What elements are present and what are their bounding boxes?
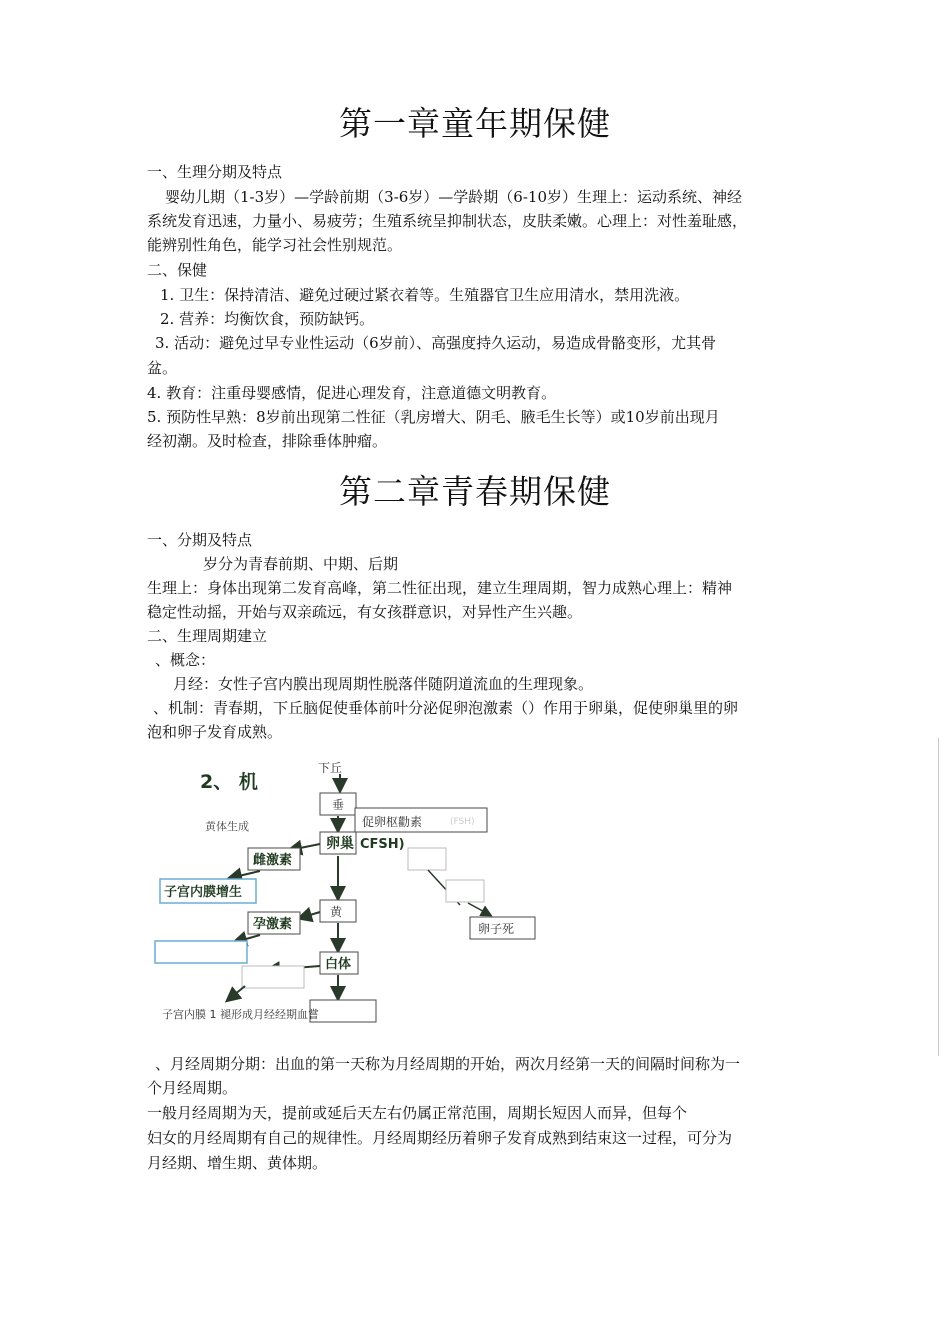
bottom-label: 子宫内膜 1 褪形成月经经期血嘗 (162, 1008, 319, 1021)
section-heading: 二、保健 (147, 261, 208, 279)
egg-death-label: 卵子死 (478, 922, 515, 936)
menstrual-mechanism-diagram (150, 760, 550, 1028)
diagram-heading: 2、 机 (200, 771, 258, 793)
list-item-continued: 盆。 (147, 359, 178, 377)
blank-box (155, 941, 247, 963)
paragraph-line: 生理上：身体出现第二发育高峰，第二性征出现，建立生理周期，智力成熟心理上：精神 (147, 579, 733, 597)
paragraph-line: 岁分为青春前期、中期、后期 (203, 555, 399, 573)
list-item: 2. 营养：均衡饮食，预防缺钙。 (160, 310, 375, 328)
list-item: 3. 活动：避免过早专业性运动（6岁前）、高强度持久运动，易造成骨骼变形，尤其骨 (155, 334, 717, 352)
paragraph-line: 月经：女性子宫内膜出现周期性脱落伴随阴道流血的生理现象。 (173, 675, 594, 693)
paragraph-line: 个月经周期。 (147, 1079, 238, 1097)
paragraph-line: 、月经周期分期：出血的第一天称为月经周期的开始，两次月经第一天的间隔时间称为一 (155, 1055, 741, 1073)
arrow (300, 912, 320, 918)
hypothalamus-label: 下丘 (318, 761, 343, 775)
paragraph-line: 、机制：青春期，下丘脑促使垂体前叶分泌促卵泡激素（）作用于卵巢，促使卵巢里的卵 (153, 699, 739, 717)
section-heading: 二、生理周期建立 (147, 627, 268, 645)
paragraph-line: 妇女的月经周期有自己的规律性。月经周期经历着卵子发育成熟到结束这一过程，可分为 (147, 1129, 733, 1147)
fsh-right-label: (FSH) (450, 817, 475, 827)
pituitary-label: 垂 (332, 798, 345, 812)
progesterone-label: 孕激素 (253, 917, 293, 932)
paragraph-line: 泡和卵子发育成熟。 (147, 723, 283, 741)
margin-rule (938, 738, 939, 1056)
corpus-albicans-label: 白体 (325, 957, 352, 972)
list-item: 1. 卫生：保持清洁、避免过硬过紧衣着等。生殖器官卫生应用清水，禁用洗液。 (160, 286, 690, 304)
section-heading: 一、生理分期及特点 (147, 163, 283, 181)
arrow (228, 986, 245, 1000)
blank-box (408, 848, 446, 870)
blank-box (446, 880, 484, 902)
section-heading: 一、分期及特点 (147, 531, 253, 549)
chapter2-title: 第二章青春期保健 (339, 472, 611, 511)
arrow (468, 903, 490, 915)
lh-label: 黄体生成 (205, 820, 249, 833)
blank-box (310, 1000, 376, 1022)
paragraph-line: 月经期、增生期、黄体期。 (147, 1154, 328, 1172)
estrogen-label: 雌激素 (253, 853, 293, 868)
list-item: 4. 教育：注重母婴感情，促进心理发育，注意道德文明教育。 (147, 384, 557, 402)
paragraph-line: 婴幼儿期（1-3岁）—学龄前期（3-6岁）—学龄期（6-10岁）生理上：运动系统、神经 (165, 188, 743, 206)
fsh-label: 促卵枢勸素 (362, 815, 423, 829)
chapter1-title: 第一章童年期保健 (339, 104, 611, 143)
paragraph-line: 稳定性动摇，开始与双亲疏远，有女孩群意识，对异性产生兴趣。 (147, 603, 583, 621)
blank-box (242, 966, 304, 988)
paragraph-line: 系统发育迅速，力量小、易疲劳；生殖系统呈抑制状态，皮肤柔嫩。心理上：对性羞耻感， (147, 212, 748, 230)
endometrium-label: 子宫内膜增生 (164, 885, 243, 900)
list-item: 5. 预防性早熟：8岁前出现第二性征（乳房增大、阴毛、腋毛生长等）或10岁前出现月 (147, 408, 720, 426)
paragraph-line: 一般月经周期为天，提前或延后天左右仍属正常范围，周期长短因人而异，但每个 (147, 1104, 688, 1122)
cfsh-label: CFSH) (360, 837, 405, 852)
paragraph-line: 能辨别性角色，能学习社会性别规范。 (147, 236, 403, 254)
paragraph-line: 、概念： (155, 651, 216, 669)
arrow (230, 871, 260, 878)
corpus-luteum-label: 黄 (330, 905, 343, 919)
ovary-label: 卵巢 (326, 836, 354, 852)
list-item-continued: 经初潮。及时检查，排除垂体肿瘤。 (147, 432, 388, 450)
